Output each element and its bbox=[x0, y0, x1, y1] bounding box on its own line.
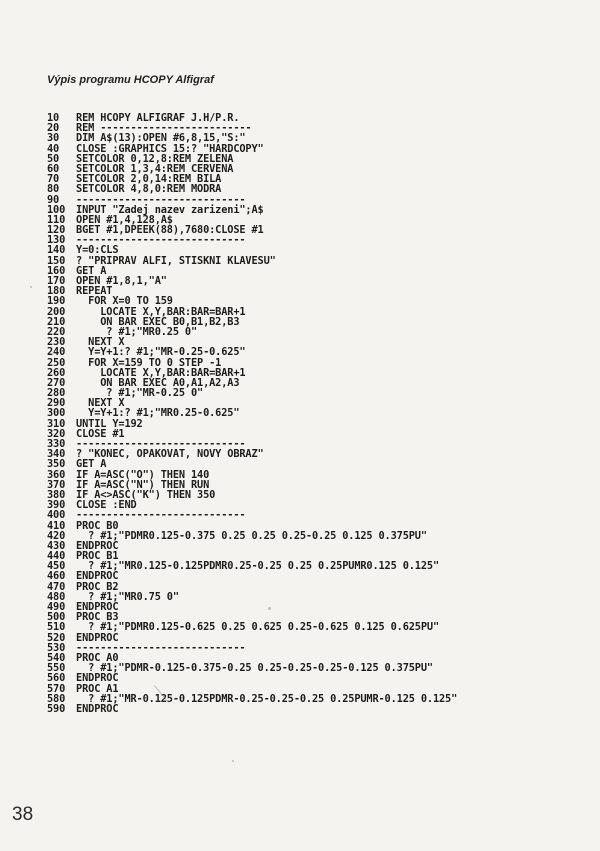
line-number: 390 bbox=[47, 499, 66, 512]
line-number: 360 bbox=[47, 468, 66, 481]
line-code: PROC A0 bbox=[70, 651, 119, 664]
line-code: Y=0:CLS bbox=[70, 244, 119, 257]
line-code: ENDPROC bbox=[70, 702, 119, 715]
line-number: 130 bbox=[47, 234, 66, 247]
line-number: 330 bbox=[47, 438, 66, 450]
line-code: ON BAR EXEC A0,A1,A2,A3 bbox=[70, 376, 240, 389]
line-code: PROC A1 bbox=[70, 682, 119, 695]
line-code: Y=Y+1:? #1;"MR0.25-0.625" bbox=[70, 407, 240, 420]
line-number: 500 bbox=[47, 611, 66, 624]
line-number: 60 bbox=[47, 162, 60, 175]
line-number: 520 bbox=[47, 631, 66, 644]
line-number: 210 bbox=[47, 315, 66, 328]
line-code: REPEAT bbox=[70, 285, 113, 298]
line-code: ? #1;"PDMR0.125-0.625 0.25 0.625 0.25-0.625 0.125 0.625PU" bbox=[70, 621, 440, 634]
line-number: 200 bbox=[47, 305, 66, 318]
line-code: SETCOLOR 4,8,0:REM MODRA bbox=[70, 183, 222, 196]
line-code: CLOSE #1 bbox=[70, 427, 125, 440]
line-code: ? #1;"PDMR0.125-0.375 0.25 0.25 0.25-0.25 0.125 0.375PU" bbox=[70, 529, 427, 542]
line-number: 430 bbox=[47, 539, 66, 552]
line-code: CLOSE :END bbox=[70, 499, 137, 512]
line-number: 440 bbox=[47, 550, 66, 563]
line-number: 220 bbox=[47, 325, 66, 338]
line-code: SETCOLOR 2,0,14:REM BILA bbox=[70, 173, 222, 186]
line-code: GET A bbox=[70, 264, 107, 277]
line-number: 50 bbox=[47, 152, 60, 165]
line-code: ENDPROC bbox=[70, 570, 119, 583]
line-number: 450 bbox=[47, 560, 66, 573]
line-number: 350 bbox=[47, 458, 66, 471]
line-code: GET A bbox=[70, 458, 107, 471]
program-listing bbox=[47, 113, 457, 714]
line-code: ---------------------------- bbox=[70, 234, 246, 247]
scan-speck bbox=[30, 286, 32, 288]
line-code: ? #1;"PDMR-0.125-0.375-0.25 0.25-0.25-0.25-0.125 0.375PU" bbox=[70, 662, 433, 675]
code-line bbox=[47, 449, 457, 459]
line-number: 580 bbox=[47, 692, 66, 705]
line-code: ---------------------------- bbox=[70, 509, 246, 522]
line-number: 20 bbox=[47, 122, 60, 135]
line-code: IF A<>ASC("K") THEN 350 bbox=[70, 488, 216, 501]
line-code: PROC B0 bbox=[70, 519, 119, 532]
line-code: PROC B2 bbox=[70, 580, 119, 593]
scan-speck bbox=[232, 760, 234, 762]
line-number: 260 bbox=[47, 366, 66, 379]
line-code: IF A=ASC("N") THEN RUN bbox=[70, 478, 210, 491]
line-number: 240 bbox=[47, 346, 66, 359]
line-code: Y=Y+1:? #1;"MR-0.25-0.625" bbox=[70, 346, 246, 359]
line-number: 190 bbox=[47, 295, 66, 308]
line-number: 150 bbox=[47, 254, 66, 267]
line-number: 300 bbox=[47, 407, 66, 420]
line-number: 250 bbox=[47, 356, 66, 369]
line-code: ENDPROC bbox=[70, 601, 119, 613]
line-number: 10 bbox=[47, 112, 60, 124]
line-number: 70 bbox=[47, 173, 60, 186]
line-code: NEXT X bbox=[70, 336, 125, 349]
line-code: ENDPROC bbox=[70, 539, 119, 552]
line-code: ? #1;"MR0.25 0" bbox=[70, 325, 198, 338]
line-number: 420 bbox=[47, 529, 66, 542]
line-code: ON BAR EXEC B0,B1,B2,B3 bbox=[70, 315, 240, 328]
line-number: 510 bbox=[47, 621, 66, 634]
line-code: OPEN #1,4,128,A$ bbox=[70, 213, 173, 226]
line-number: 320 bbox=[47, 427, 66, 440]
line-number: 370 bbox=[47, 478, 66, 491]
line-number: 550 bbox=[47, 662, 66, 675]
line-number: 80 bbox=[47, 183, 60, 196]
line-number: 490 bbox=[47, 601, 66, 613]
line-code: PROC B1 bbox=[70, 550, 119, 563]
line-number: 400 bbox=[47, 509, 66, 522]
line-code: UNTIL Y=192 bbox=[70, 417, 143, 430]
line-code: DIM A$(13):OPEN #6,8,15,"S:" bbox=[70, 132, 246, 145]
line-number: 160 bbox=[47, 264, 66, 277]
line-code: LOCATE X,Y,BAR:BAR=BAR+1 bbox=[70, 366, 246, 379]
line-code: ENDPROC bbox=[70, 631, 119, 644]
line-number: 470 bbox=[47, 580, 66, 593]
line-code: BGET #1,DPEEK(88),7680:CLOSE #1 bbox=[70, 224, 264, 237]
line-number: 230 bbox=[47, 336, 66, 349]
line-code: SETCOLOR 0,12,8:REM ZELENA bbox=[70, 152, 234, 165]
line-code: ? #1;"MR0.75 0" bbox=[70, 590, 179, 603]
line-number: 540 bbox=[47, 651, 66, 664]
line-number: 460 bbox=[47, 570, 66, 583]
page-heading: Výpis programu HCOPY Alfigraf bbox=[47, 74, 214, 86]
line-number: 100 bbox=[47, 203, 66, 216]
line-number: 170 bbox=[47, 275, 66, 287]
line-code: NEXT X bbox=[70, 397, 125, 410]
line-code: ---------------------------- bbox=[70, 193, 246, 206]
line-number: 40 bbox=[47, 142, 60, 155]
line-number: 340 bbox=[47, 448, 66, 461]
line-code: FOR X=0 TO 159 bbox=[70, 295, 173, 308]
line-number: 480 bbox=[47, 590, 66, 603]
line-number: 140 bbox=[47, 244, 66, 257]
page-number: 38 bbox=[12, 804, 34, 825]
line-code: OPEN #1,8,1,"A" bbox=[70, 275, 167, 287]
code-line bbox=[47, 704, 457, 714]
line-number: 180 bbox=[47, 285, 66, 298]
line-code: ENDPROC bbox=[70, 672, 119, 685]
scan-speck bbox=[268, 607, 271, 610]
line-code: SETCOLOR 1,3,4:REM CERVENA bbox=[70, 162, 234, 175]
line-number: 530 bbox=[47, 641, 66, 654]
line-code: PROC B3 bbox=[70, 611, 119, 624]
line-number: 110 bbox=[47, 213, 66, 226]
line-number: 570 bbox=[47, 682, 66, 695]
line-code: ? "PRIPRAV ALFI, STISKNI KLAVESU" bbox=[70, 254, 276, 267]
line-code: ? "KONEC, OPAKOVAT, NOVY OBRAZ" bbox=[70, 448, 264, 461]
line-number: 560 bbox=[47, 672, 66, 685]
line-code: FOR X=159 TO 0 STEP -1 bbox=[70, 356, 222, 369]
line-number: 270 bbox=[47, 376, 66, 389]
line-code: ---------------------------- bbox=[70, 641, 246, 654]
line-number: 380 bbox=[47, 488, 66, 501]
line-number: 310 bbox=[47, 417, 66, 430]
line-code: ? #1;"MR0.125-0.125PDMR0.25-0.25 0.25 0.25PUMR0.125 0.125" bbox=[70, 560, 440, 573]
line-code: IF A=ASC("O") THEN 140 bbox=[70, 468, 210, 481]
line-number: 280 bbox=[47, 387, 66, 400]
line-number: 290 bbox=[47, 397, 66, 410]
line-code: REM HCOPY ALFIGRAF J.H/P.R. bbox=[70, 112, 240, 124]
line-number: 90 bbox=[47, 193, 60, 206]
line-number: 410 bbox=[47, 519, 66, 532]
line-code: LOCATE X,Y,BAR:BAR=BAR+1 bbox=[70, 305, 246, 318]
line-code: INPUT "Zadej nazev zarizeni";A$ bbox=[70, 203, 264, 216]
line-code: ? #1;"MR-0.125-0.125PDMR-0.25-0.25-0.25 0.25PUMR-0.125 0.125" bbox=[70, 692, 458, 705]
line-code: REM ------------------------- bbox=[70, 122, 252, 135]
line-code: CLOSE :GRAPHICS 15:? "HARDCOPY" bbox=[70, 142, 264, 155]
line-number: 120 bbox=[47, 224, 66, 237]
line-code: ---------------------------- bbox=[70, 438, 246, 450]
line-number: 30 bbox=[47, 132, 60, 145]
line-code: ? #1;"MR-0.25 0" bbox=[70, 387, 204, 400]
line-number: 590 bbox=[47, 702, 66, 715]
code-line bbox=[47, 256, 457, 266]
